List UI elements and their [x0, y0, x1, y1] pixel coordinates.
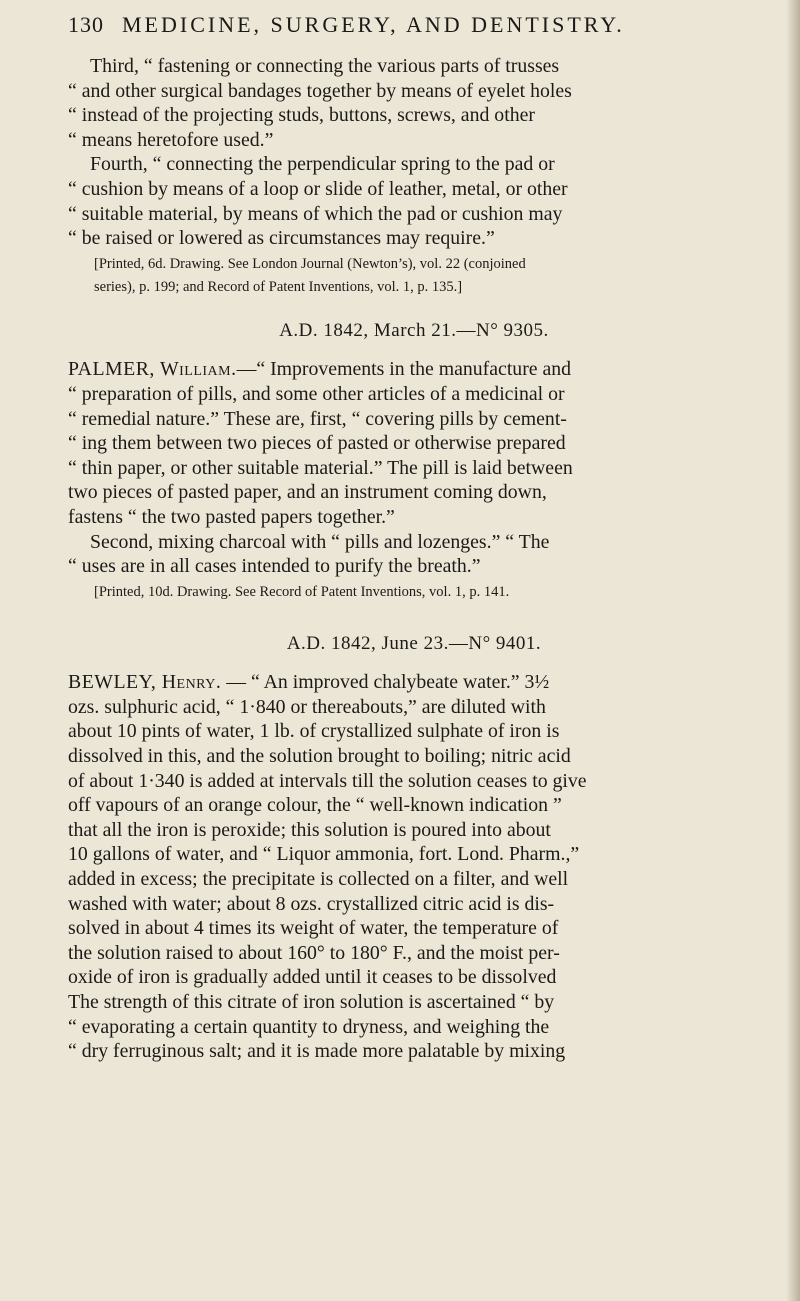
- running-head: [68, 12, 748, 38]
- text-line: oxide of iron is gradually added until it ceases to be dissolved: [68, 966, 557, 989]
- text-line: solved in about 4 times its weight of water, the temperature of: [68, 917, 559, 940]
- text-line: the solution raised to about 160° to 180° F., and the moist per-: [68, 941, 560, 964]
- patentee-name: BEWLEY, Henry.: [68, 671, 222, 694]
- text-line: —“ Improvements in the manufacture and: [236, 358, 572, 381]
- text-line: dissolved in this, and the solution brought to boiling; nitric acid: [68, 745, 571, 768]
- text-line: Third, “ fastening or connecting the various parts of trusses: [90, 55, 560, 77]
- paragraph-third: [68, 54, 760, 152]
- text-line: ozs. sulphuric acid, “ 1·840 or thereabouts,” are diluted with: [68, 695, 546, 718]
- page-number: 130: [68, 12, 104, 37]
- reference-line: [Printed, 6d. Drawing. See London Journal (Newton’s), vol. 22 (conjoined: [94, 255, 526, 272]
- entry-palmer: [68, 357, 760, 601]
- text-line: The strength of this citrate of iron solution is ascertained “ by: [68, 991, 555, 1013]
- text-line: “ thin paper, or other suitable material.” The pill is laid between: [68, 456, 573, 479]
- patentee-name: PALMER, William.: [68, 358, 237, 381]
- text-line: two pieces of pasted paper, and an instrument coming down,: [68, 481, 547, 504]
- text-line: Fourth, “ connecting the perpendicular spring to the pad or: [90, 153, 555, 176]
- text-line: fastens “ the two pasted papers together.”: [68, 505, 395, 528]
- text-line: off vapours of an orange colour, the “ well-known indication ”: [68, 794, 562, 817]
- text-line: “ means heretofore used.”: [68, 128, 274, 151]
- entry-heading-9305: A.D. 1842, March 21.—N° 9305.: [279, 319, 549, 341]
- reference-line: series), p. 199; and Record of Patent Inventions, vol. 1, p. 135.]: [94, 278, 463, 295]
- text-line: — “ An improved chalybeate water.” 3½: [221, 671, 550, 694]
- text-line: “ suitable material, by means of which the pad or cushion may: [68, 202, 563, 225]
- text-line: “ dry ferruginous salt; and it is made more palatable by mixing: [68, 1040, 566, 1063]
- text-line: about 10 pints of water, 1 lb. of crystallized sulphate of iron is: [68, 720, 560, 743]
- text-line: “ instead of the projecting studs, buttons, screws, and other: [68, 104, 535, 127]
- reference-note: [68, 254, 760, 297]
- text-line: added in excess; the precipitate is collected on a filter, and well: [68, 868, 569, 891]
- page-body: [68, 54, 760, 1064]
- text-line: “ evaporating a certain quantity to dryness, and weighing the: [68, 1015, 550, 1038]
- text-line: 10 gallons of water, and “ Liquor ammonia, fort. Lond. Pharm.,”: [68, 843, 580, 866]
- text-line: “ and other surgical bandages together by means of eyelet holes: [68, 79, 572, 102]
- running-title: MEDICINE, SURGERY, AND DENTISTRY.: [122, 12, 625, 37]
- paragraph-fourth: [68, 152, 760, 250]
- entry-heading-9401: A.D. 1842, June 23.—N° 9401.: [286, 632, 542, 654]
- text-line: of about 1·340 is added at intervals till the solution ceases to give: [68, 769, 587, 792]
- text-line: “ ing them between two pieces of pasted or otherwise prepared: [68, 432, 566, 455]
- text-line: “ remedial nature.” These are, first, “ covering pills by cement-: [68, 407, 567, 430]
- text-line: Second, mixing charcoal with “ pills and lozenges.” “ The: [90, 530, 550, 553]
- text-line: washed with water; about 8 ozs. crystallized citric acid is dis-: [68, 892, 555, 915]
- text-line: “ be raised or lowered as circumstances may require.”: [68, 227, 495, 250]
- text-line: “ uses are in all cases intended to purify the breath.”: [68, 555, 481, 578]
- text-line: that all the iron is peroxide; this solution is poured into about: [68, 818, 551, 841]
- entry-bewley: [68, 670, 760, 1064]
- reference-line: [Printed, 10d. Drawing. See Record of Patent Inventions, vol. 1, p. 141.: [94, 583, 510, 600]
- page-edge-shadow: [786, 0, 800, 1301]
- text-line: “ cushion by means of a loop or slide of leather, metal, or other: [68, 177, 568, 200]
- text-line: “ preparation of pills, and some other articles of a medicinal or: [68, 382, 565, 405]
